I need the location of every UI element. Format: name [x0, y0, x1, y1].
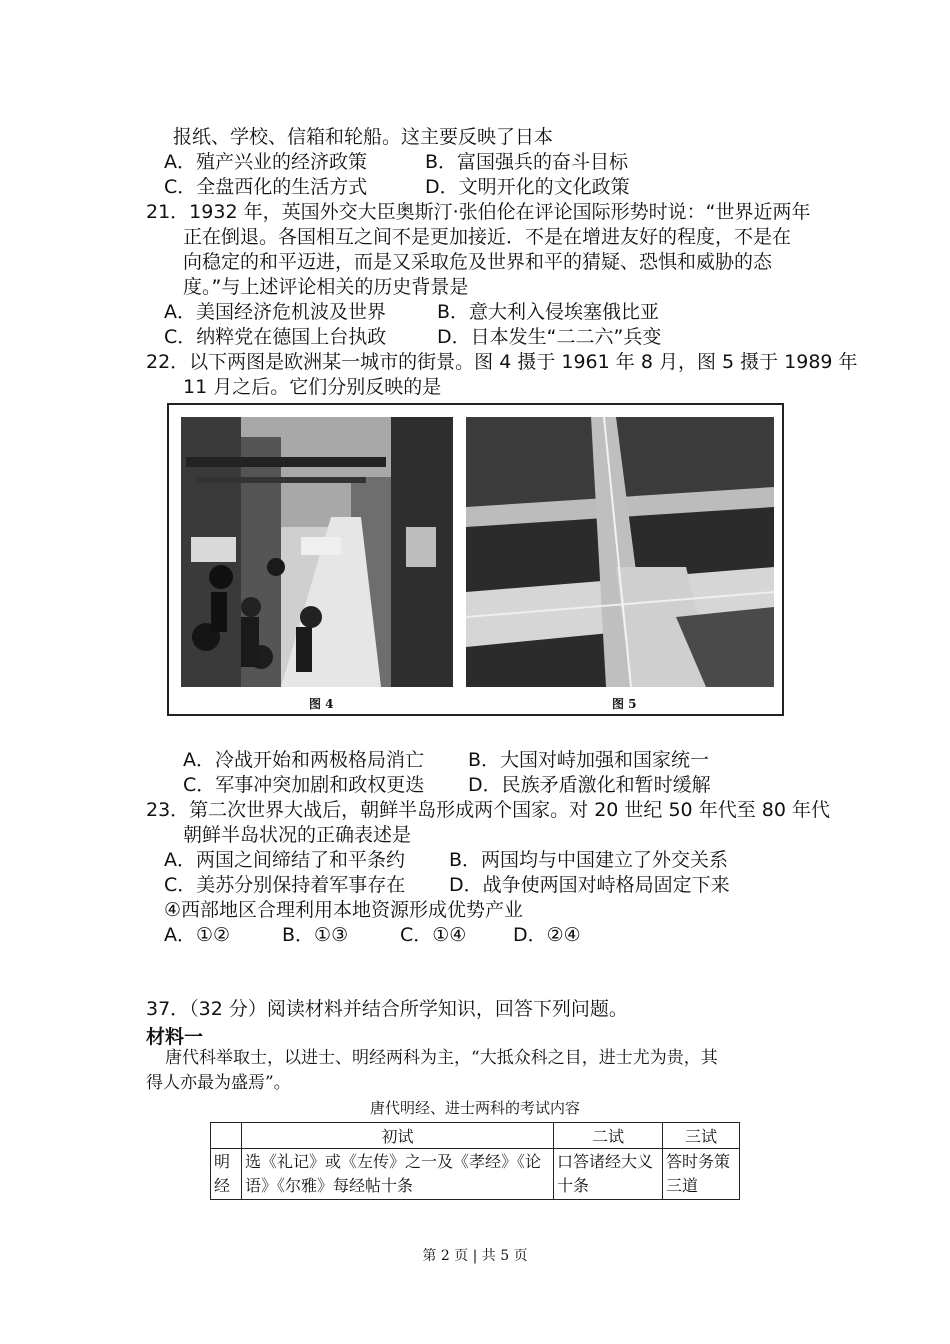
material-one-title: 材料一: [146, 1026, 204, 1048]
q21-stem-line-1: 21．1932 年，英国外交大臣奥斯汀·张伯伦在评论国际形势时说：“世界近两年: [146, 201, 811, 223]
q21-option-d: D．日本发生“二二六”兵变: [437, 326, 662, 348]
q22-option-c: C．军事冲突加剧和政权更迭: [183, 774, 425, 796]
q21-option-a: A．美国经济危机波及世界: [164, 301, 386, 323]
q21-stem-line-4: 度。”与上述评论相关的历史背景是: [183, 276, 469, 298]
exam-content-table: [210, 1122, 740, 1200]
table-row: [211, 1149, 740, 1200]
q37-header: 37．（32 分）阅读材料并结合所学知识，回答下列问题。: [146, 998, 628, 1020]
q23-stem-line-1: 23．第二次世界大战后，朝鲜半岛形成两个国家。对 20 世纪 50 年代至 80 年代: [146, 799, 830, 821]
table-header-row: [211, 1123, 740, 1149]
stray-option-c: C．①④: [400, 924, 467, 946]
q23-option-b: B．两国均与中国建立了外交关系: [449, 849, 729, 871]
q23-option-a: A．两国之间缔结了和平条约: [164, 849, 405, 871]
table-header-third-exam: 三试: [663, 1123, 740, 1149]
q21-option-b: B．意大利入侵埃塞俄比亚: [437, 301, 660, 323]
table-cell-first-exam: 选《礼记》或《左传》之一及《孝经》《论语》《尔雅》每经帖十条: [242, 1149, 554, 1200]
figure-frame: [167, 403, 784, 716]
table-header-first-exam: 初试: [242, 1123, 554, 1149]
q23-option-c: C．美苏分别保持着军事存在: [164, 874, 406, 896]
q22-stem-line-1: 22．以下两图是欧洲某一城市的街景。图 4 摄于 1961 年 8 月，图 5 摄于 1989 年: [146, 351, 858, 373]
material-one-line-2: 得人亦最为盛焉”。: [146, 1073, 291, 1093]
q22-option-a: A．冷战开始和两极格局消亡: [183, 749, 424, 771]
material-one-line-1: 唐代科举取士，以进士、明经两科为主，“大抵众科之目，进士尤为贵，其: [165, 1048, 718, 1068]
stray-option-a: A．①②: [164, 924, 231, 946]
table-header-second-exam: 二试: [554, 1123, 663, 1149]
figure-5-caption: 图 5: [612, 697, 637, 711]
q21-stem-line-3: 向稳定的和平迈进，而是又采取危及世界和平的猜疑、恐惧和威胁的态: [183, 251, 773, 273]
q20-stem-tail: 报纸、学校、信箱和轮船。这主要反映了日本: [173, 126, 554, 148]
table-row-label: 明经: [211, 1149, 242, 1200]
table-title: 唐代明经、进士两科的考试内容: [369, 1099, 580, 1117]
stray-statement-4: ④西部地区合理利用本地资源形成优势产业: [164, 899, 524, 921]
q20-option-d: D．文明开化的文化政策: [425, 176, 630, 198]
q20-option-a: A．殖产兴业的经济政策: [164, 151, 367, 173]
q20-option-b: B．富国强兵的奋斗目标: [425, 151, 629, 173]
stray-option-b: B．①③: [282, 924, 349, 946]
figure-4-photo: [181, 417, 453, 687]
page-footer: 第 2 页 | 共 5 页: [422, 1248, 528, 1264]
q23-option-d: D．战争使两国对峙格局固定下来: [449, 874, 730, 896]
q21-stem-line-2: 正在倒退。各国相互之间不是更加接近．不是在增进友好的程度，不是在: [183, 226, 792, 248]
q21-option-c: C．纳粹党在德国上台执政: [164, 326, 387, 348]
figure-4-caption: 图 4: [309, 697, 334, 711]
table-header-empty: [211, 1123, 242, 1149]
figure-5-photo: [466, 417, 774, 687]
q20-option-c: C．全盘西化的生活方式: [164, 176, 368, 198]
stray-option-d: D．②④: [513, 924, 581, 946]
table-cell-second-exam: 口答诸经大义十条: [554, 1149, 663, 1200]
q22-option-b: B．大国对峙加强和国家统一: [468, 749, 710, 771]
q22-option-d: D．民族矛盾激化和暂时缓解: [468, 774, 711, 796]
table-cell-third-exam: 答时务策三道: [663, 1149, 740, 1200]
q22-stem-line-2: 11 月之后。它们分别反映的是: [183, 376, 442, 398]
q23-stem-line-2: 朝鲜半岛状况的正确表述是: [183, 824, 412, 846]
